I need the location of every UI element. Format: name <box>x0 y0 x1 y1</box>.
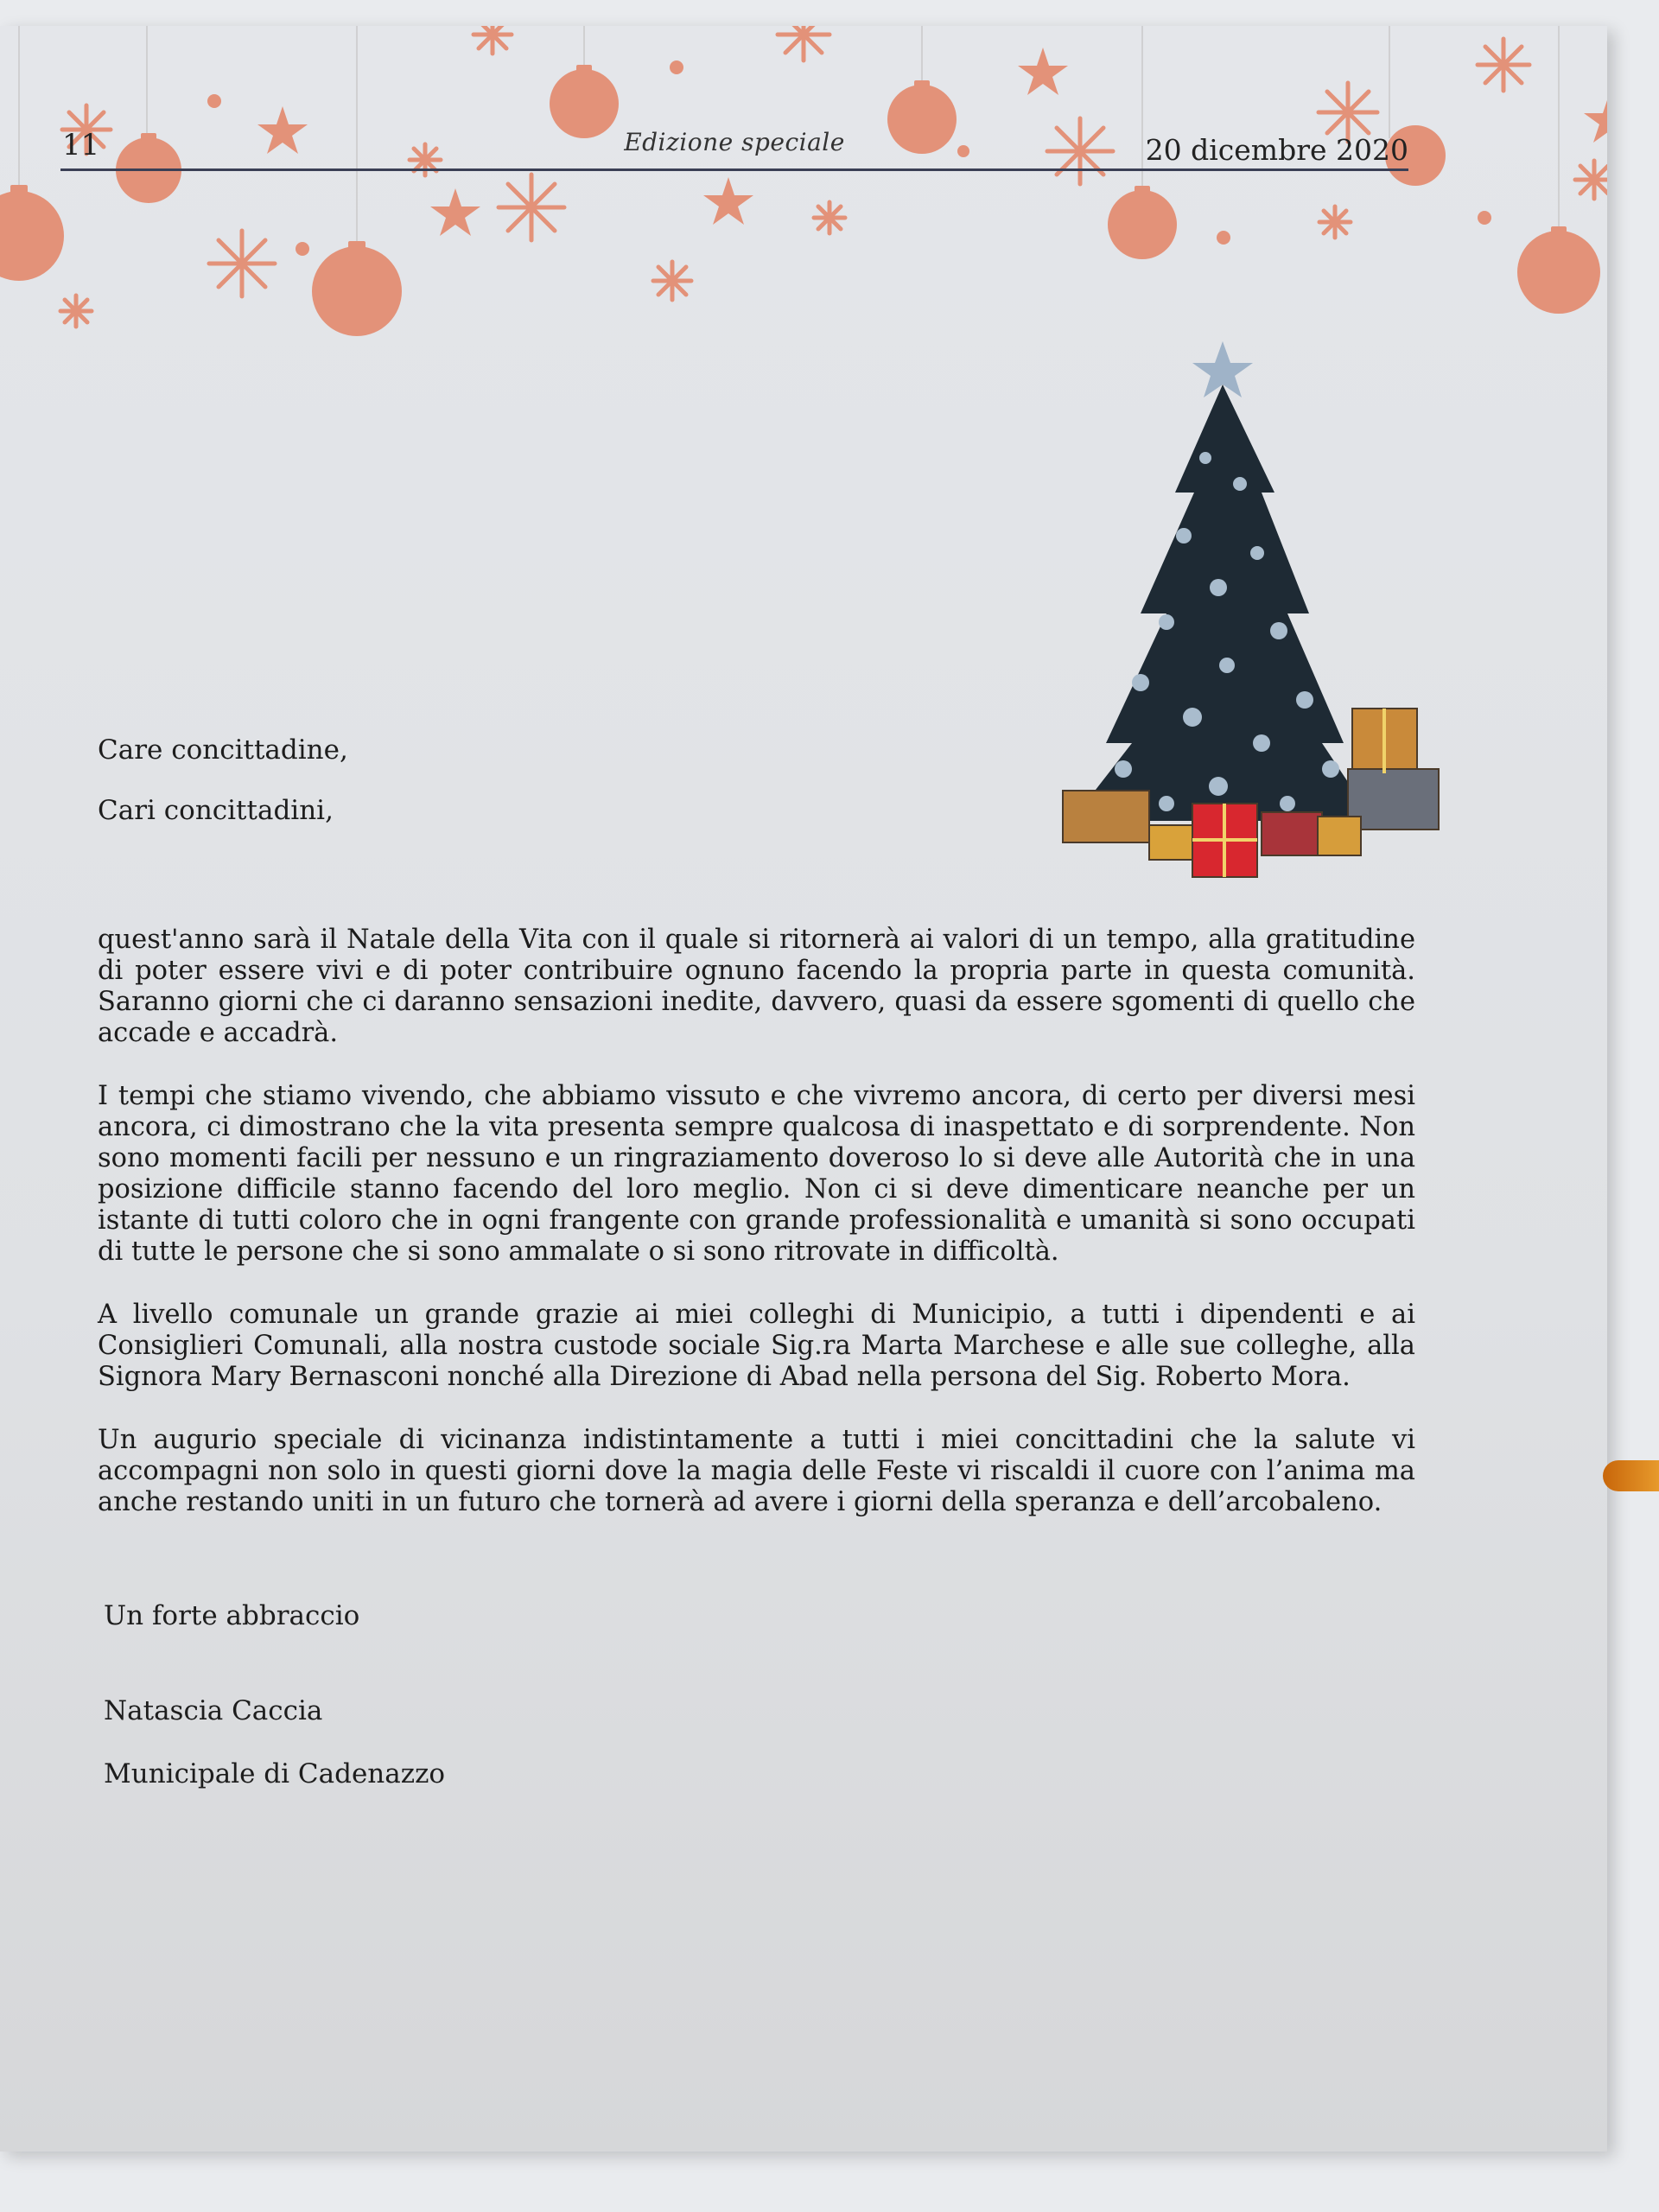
christmas-ornament-banner <box>0 26 1607 389</box>
newsletter-page <box>0 26 1607 2152</box>
paragraph-2: I tempi che stiamo vivendo, che abbiamo vissuto e che vivremo ancora, di certo per diversi mesi ancora, ci dimostrano che la vita presenta sempre qualcosa di inaspettato e di sorprendente. Non sono momenti facili per nessuno e un ringraziamento doveroso lo si deve alle Autorità che in una posizione difficile stanno facendo del loro meglio. Non ci si deve dimenticare neanche per un istante di tutti coloro che in ogni frangente con grande professionalità e umanità si sono occupati di tutte le persone che si sono ammalate o si sono ritrovate in difficoltà. <box>98 1081 1415 1267</box>
christmas-tree-illustration <box>1046 337 1443 890</box>
signature-name: Natascia Caccia <box>104 1695 323 1726</box>
paragraph-4: Un augurio speciale di vicinanza indistintamente a tutti i miei concittadini che la salute vi accompagni non solo in questi giorni dove la magia delle Feste vi riscaldi il cuore con l’anima ma anche restando uniti in un futuro che tornerà ad avere i giorni della speranza e dell’arcobaleno. <box>98 1425 1415 1517</box>
page-number: 11 <box>62 128 100 162</box>
paragraph-3: A livello comunale un grande grazie ai miei colleghi di Municipio, a tutti i dipendenti e ai Consiglieri Comunali, alla nostra custode sociale Sig.ra Marta Marchese e alle sue colleghe, alla Signora Mary Bernasconi nonché alla Direzione di Abad nella persona del Sig. Roberto Mora. <box>98 1300 1415 1392</box>
signature-role: Municipale di Cadenazzo <box>104 1758 446 1789</box>
header-rule <box>60 168 1408 171</box>
issue-date: 20 dicembre 2020 <box>1145 133 1408 167</box>
edition-label: Edizione speciale <box>624 128 845 156</box>
bookmark-tab <box>1603 1460 1659 1491</box>
greeting-line-1: Care concittadine, <box>98 734 348 766</box>
greeting-line-2: Cari concittadini, <box>98 795 334 826</box>
letter-body <box>98 925 1415 1550</box>
paragraph-1: quest'anno sarà il Natale della Vita con il quale si ritornerà ai valori di un tempo, alla gratitudine di poter essere vivi e di poter contribuire ognuno facendo la propria parte in questa comunità. Saranno giorni che ci daranno sensazioni inedite, davvero, quasi da essere sgomenti di quello che accade e accadrà. <box>98 925 1415 1048</box>
closing-salutation: Un forte abbraccio <box>104 1600 360 1631</box>
